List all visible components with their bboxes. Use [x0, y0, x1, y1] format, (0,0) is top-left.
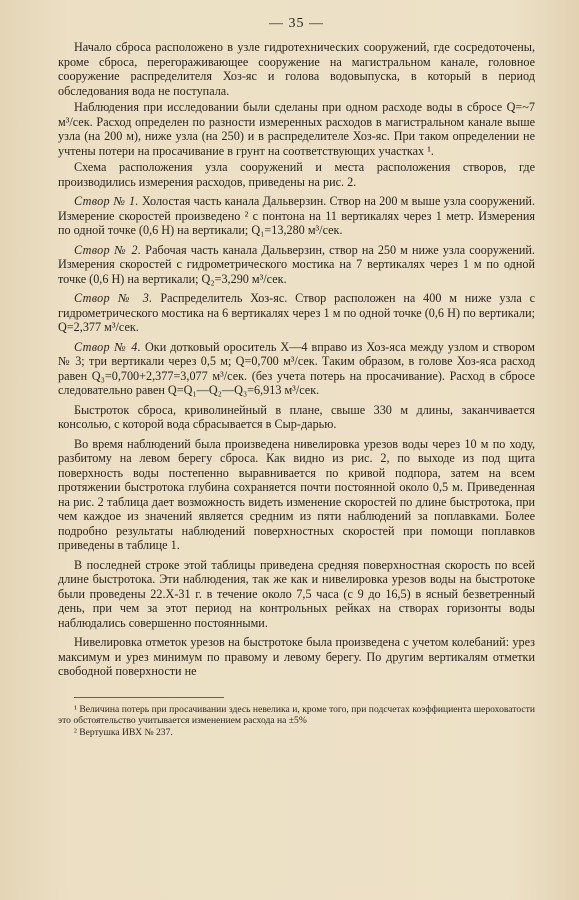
footnote-1: ¹ Величина потерь при просачивании здесь невелика и, кроме того, при подсчетах коэффициента шероховатости это обстоятельство учитывается изменением расхода на ±5% — [58, 703, 535, 726]
footnote-divider — [74, 697, 224, 698]
paragraph-nivelirovka-otmetok: Нивелировка отметок урезов на быстротоке была произведена с учетом колебаний: урез максимум и урез минимум по правому и левому берегу. По другим вертикалям отметки свободной поверхности не — [58, 635, 535, 678]
footnotes — [58, 704, 535, 739]
stvor-3-text: Распределитель Хоз-яс. Створ расположен на 400 м ниже узла с гидрометрического мостика на 6 вертикалях через 1 м по одной точке (0,6 H) по вертикали; Q=2,377 м³/сек. — [58, 291, 535, 334]
stvor-1-label: Створ № 1. — [74, 194, 139, 208]
stvor-1-text: Холостая часть канала Дальверзин. Створ на 200 м выше узла сооружений. Измерение скоростей произведено ² с понтона на 11 вертикалях через 1 метр. Измерения по одной точке (0,6 H) на вертикали; Q₁=13,280 м³/сек. — [58, 194, 535, 237]
page-number: — 35 — — [269, 16, 324, 31]
paragraph-scheme: Схема расположения узла сооружений и места расположения створов, где производились измерения расходов, приведены на рис. 2. — [58, 160, 535, 189]
stvor-4-text: Оки дотковый ороситель X—4 вправо из Хоз-яса между узлом и створом № 3; три вертикали через 0,5 м; Q=0,700 м³/сек. Таким образом, в голове Хоз-яса расход равен Q₃=0,700+2,377=3,077 м³/сек. (без учета потерь на просачивание). Расход в сбросе следовательно равен Q=Q₁—Q₂—Q₃=6,913 м³/сек. — [58, 339, 535, 397]
stvor-3-label: Створ № 3. — [74, 291, 153, 305]
stvor-2-text: Рабочая часть канала Дальверзин, створ на 250 м ниже узла сооружений. Измерения скоростей с гидрометрического мостика на 7 вертикалях через 1 м по одной точке (0,6 H) на вертикали; Q₂=3,290 м³/сек. — [58, 242, 535, 286]
stvor-3-paragraph — [58, 291, 535, 335]
stvor-2-label: Створ № 2. — [74, 242, 142, 257]
paragraph-node-description: Начало сброса расположено в узле гидротехнических сооружений, где сосредоточены, кроме сброса, перегораживающее сооружение на магистральном канале, головное сооружение распределителя Хоз-яс и голова водовыпуска, в который в период обследования вода не поступала. — [58, 40, 535, 98]
stvor-4-label: Створ № 4. — [74, 339, 141, 354]
stvor-1-paragraph — [58, 194, 535, 238]
stvor-2-paragraph — [58, 243, 535, 287]
paragraph-last-row: В последней строке этой таблицы приведена средняя поверхностная скорость по всей длине быстротока. Эти наблюдения, так же как и нивелировка урезов воды на быстротоке были проведены 22.X-31 г. в течение около 7,5 часа (с 9 до 16,5) в ясный безветренный день, при чем за этот период на контрольных рейках на створах горизонты воды наблюдались совершенно постоянными. — [58, 557, 535, 630]
paragraph-nivelirovka: Во время наблюдений была произведена нивелировка урезов воды через 10 м по ходу, разбитому на левом берегу сброса. Как видно из рис. 2, по выходе из под щита поверхность воды постепенно выравнивается по кривой подпора, затем на всем протяжении быстротока глубина сохраняется почти постоянной около 0,5 м. Приведенная на рис. 2 таблица дает возможность видеть изменение скоростей по длине быстротока, при чем каждое из значений является средним из пяти наблюдений за поплавками. Более подробно результаты наблюдений поверхностных скоростей при помощи поплавков приведены в таблице 1. — [58, 436, 535, 552]
paragraph-observations: Наблюдения при исследовании были сделаны при одном расходе воды в сбросе Q=~7 м³/сек. Расход определен по разности измеренных расходов в магистральном канале выше узла (на 200 м), ниже узла (на 250) и в распределителе Хоз-яс. При таком определении не учтены потери на просачивание в грунт на соответствующих участках ¹. — [58, 100, 535, 158]
stvor-4-paragraph — [58, 340, 535, 398]
paragraph-bystrotok: Быстроток сброса, криволинейный в плане, свыше 330 м длины, заканчивается консолью, с которой вода сбрасывается в Сыр-дарью. — [58, 402, 535, 431]
body-text — [58, 40, 535, 679]
footnote-2: ² Вертушка ИВХ № 237. — [74, 726, 173, 738]
